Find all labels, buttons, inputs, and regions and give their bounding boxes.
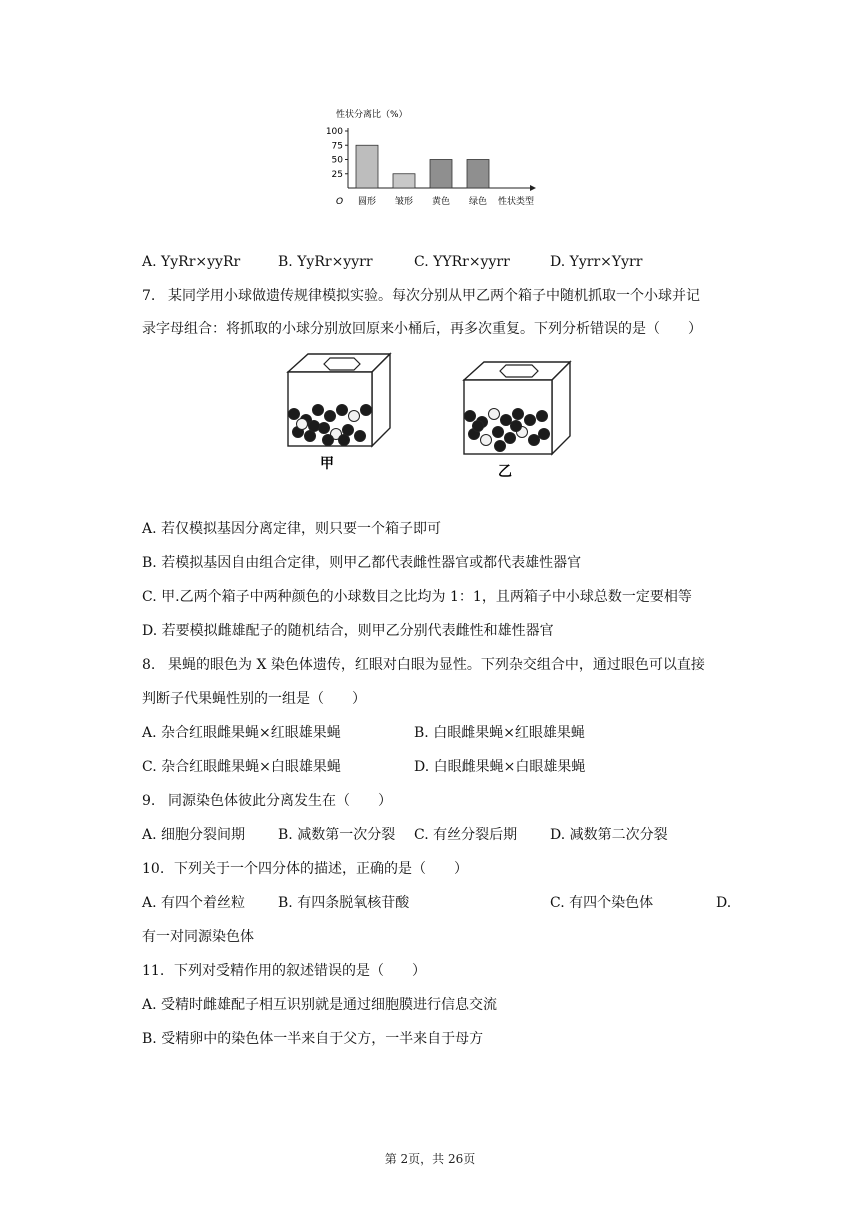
chart-title: 性状分离比（%） [336, 110, 408, 120]
q8-option-a: A. 杂合红眼雌果蝇×红眼雄果蝇 [142, 725, 341, 741]
q10-number: 10. [142, 861, 165, 877]
ball [289, 409, 300, 420]
q9-number: 9. [142, 793, 156, 809]
chart-y-tick-label: 100 [325, 127, 343, 137]
chart-category-label: 绿色 [468, 197, 488, 207]
chart-bar-2 [393, 174, 415, 188]
q7-option-c: C. 甲.乙两个箱子中两种颜色的小球数目之比均为 1：1，且两箱子中小球总数一定要相等 [142, 589, 692, 605]
ball [323, 435, 334, 446]
q9-stem-text: 同源染色体彼此分离发生在（ ） [168, 793, 392, 809]
ball [465, 411, 476, 422]
q11-option-a: A. 受精时雌雄配子相互识别就是通过细胞膜进行信息交流 [142, 997, 498, 1013]
chart-y-tick-label: 50 [331, 155, 343, 166]
chart-category-label: 圆形 [357, 197, 377, 207]
box-jia-label: 甲 [320, 456, 334, 472]
ball [473, 421, 484, 432]
q8-option-c: C. 杂合红眼雌果蝇×白眼雄果蝇 [142, 759, 341, 775]
ball [501, 415, 512, 426]
ball-boxes-illustration [280, 350, 590, 488]
q6-option-a: A. YyRr×yyRr [142, 254, 241, 270]
q9-option-a: A. 细胞分裂间期 [142, 827, 246, 843]
q7-stem-line2: 录字母组合：将抓取的小球分别放回原来小桶后，再多次重复。下列分析错误的是（ ） [142, 321, 702, 337]
q6-option-b: B. YyRr×yyrr [278, 254, 373, 270]
q7-number: 7. [142, 288, 156, 304]
ball [525, 415, 536, 426]
chart-origin-label: O [336, 197, 344, 207]
chart-bar-4 [467, 160, 489, 189]
box-yi-label: 乙 [498, 464, 512, 480]
q7-stem-line1 [142, 286, 700, 306]
q10-stem [142, 859, 468, 879]
ball [297, 419, 308, 430]
ball [529, 435, 540, 446]
trait-ratio-bar-chart [318, 98, 548, 216]
ball [313, 405, 324, 416]
chart-y-tick-label: 75 [331, 141, 343, 152]
chart-bars [356, 145, 489, 188]
ball [539, 429, 550, 440]
q9-option-b: B. 减数第一次分裂 [278, 827, 396, 843]
ball [495, 441, 506, 452]
box-yi [464, 362, 570, 454]
q9-option-c: C. 有丝分裂后期 [414, 827, 518, 843]
ball [349, 411, 360, 422]
chart-x-axis-arrow [530, 185, 536, 191]
ball [481, 435, 492, 446]
q7-option-b: B. 若模拟基因自由组合定律，则甲乙都代表雌性器官或都代表雄性器官 [142, 555, 582, 571]
ball [337, 405, 348, 416]
q11-option-b: B. 受精卵中的染色体一半来自于父方，一半来自于母方 [142, 1031, 484, 1047]
ball [309, 421, 320, 432]
chart-bar-3 [430, 160, 452, 189]
q10-option-d-continued: 有一对同源染色体 [142, 929, 254, 945]
q8-number: 8. [142, 657, 156, 673]
q10-option-c: C. 有四个染色体 [550, 895, 654, 911]
box-jia-hexagon-opening [324, 358, 360, 370]
q8-stem-text-1: 果蝇的眼色为 X 染色体遗传，红眼对白眼为显性。下列杂交组合中，通过眼色可以直接 [168, 657, 705, 673]
q10-option-d: D. [716, 895, 732, 911]
chart-x-axis-label: 性状类型 [498, 197, 535, 207]
chart-y-ticks [326, 127, 348, 180]
q9-option-d: D. 减数第二次分裂 [550, 827, 668, 843]
ball [493, 427, 504, 438]
q11-stem-text: 下列对受精作用的叙述错误的是（ ） [174, 963, 426, 979]
q7-option-a: A. 若仅模拟基因分离定律，则只要一个箱子即可 [142, 521, 442, 537]
q7-stem-text-1: 某同学用小球做遗传规律模拟实验。每次分别从甲乙两个箱子中随机抓取一个小球并记 [168, 288, 700, 304]
page-footer: 第 2页，共 26页 [384, 1152, 476, 1166]
q7-option-d: D. 若要模拟雌雄配子的随机结合，则甲乙分别代表雌性和雄性器官 [142, 623, 554, 639]
box-jia [288, 354, 390, 446]
chart-category-labels [358, 195, 487, 207]
ball [343, 425, 354, 436]
q10-option-b: B. 有四条脱氧核苷酸 [278, 895, 410, 911]
q8-option-b: B. 白眼雌果蝇×红眼雄果蝇 [414, 725, 585, 741]
ball [489, 409, 500, 420]
ball [339, 435, 350, 446]
ball [505, 433, 516, 444]
ball [361, 405, 372, 416]
box-yi-hexagon-opening [500, 365, 538, 377]
ball [325, 411, 336, 422]
ball [355, 431, 366, 442]
q11-number: 11. [142, 963, 165, 979]
chart-category-label: 皱形 [394, 197, 414, 207]
chart-bar-1 [356, 145, 378, 188]
q9-stem [142, 791, 392, 811]
ball [537, 411, 548, 422]
q10-option-a: A. 有四个着丝粒 [142, 895, 246, 911]
q11-stem [142, 961, 426, 981]
q6-option-d: D. Yyrr×Yyrr [550, 254, 643, 270]
q8-stem-line1 [142, 655, 705, 675]
q8-stem-line2: 判断子代果蝇性别的一组是（ ） [142, 691, 366, 707]
q10-stem-text: 下列关于一个四分体的描述，正确的是（ ） [174, 861, 468, 877]
ball [511, 421, 522, 432]
chart-category-label: 黄色 [431, 197, 451, 207]
ball [513, 409, 524, 420]
q6-option-c: C. YYRr×yyrr [414, 254, 510, 270]
q8-option-d: D. 白眼雌果蝇×白眼雄果蝇 [414, 759, 586, 775]
chart-y-tick-label: 25 [331, 169, 343, 180]
ball [305, 431, 316, 442]
ball [319, 423, 330, 434]
